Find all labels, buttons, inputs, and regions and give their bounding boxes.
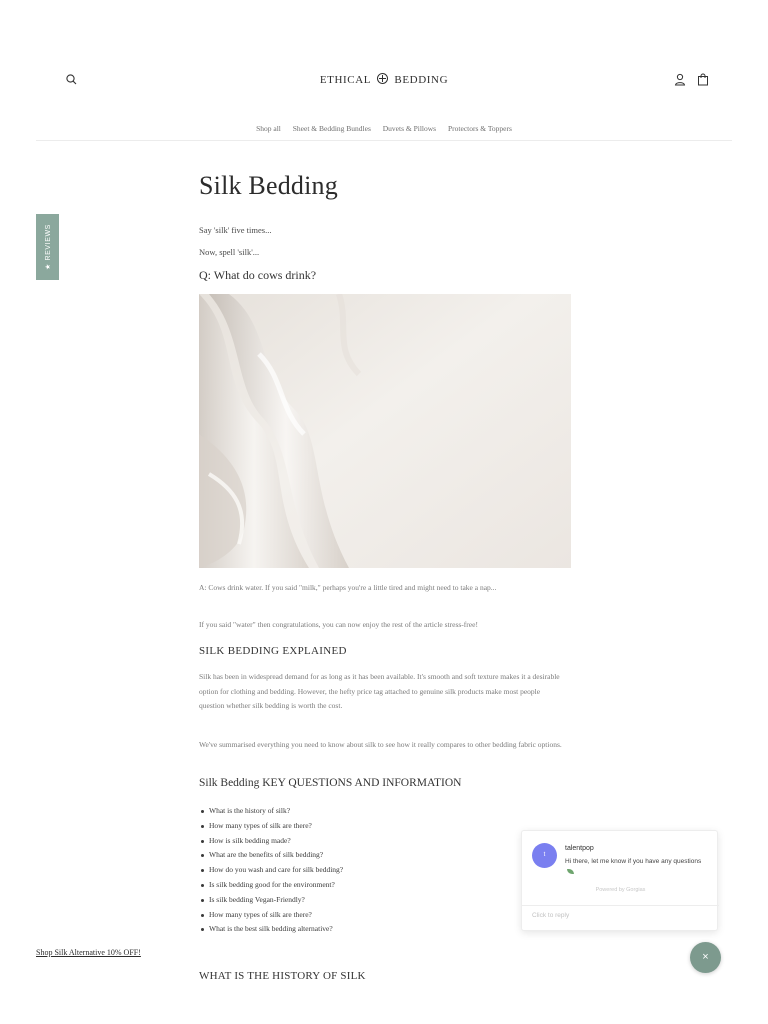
explained-heading: SILK BEDDING EXPLAINED [199,645,347,657]
reviews-tab-label: ★ REVIEWS [44,224,52,270]
question-link[interactable]: What is the best silk bedding alternative? [209,924,333,934]
nav-item-protectors-toppers[interactable]: Protectors & Toppers [447,124,512,133]
list-item [199,922,343,937]
list-item [199,878,343,893]
site-logo[interactable] [0,73,768,86]
nav-item-duvets-pillows[interactable]: Duvets & Pillows [382,124,437,133]
list-item [199,804,343,819]
question-link[interactable]: Is silk bedding good for the environment? [209,879,335,889]
question-link[interactable]: Is silk bedding Vegan-Friendly? [209,894,305,904]
question-link[interactable]: How many types of silk are there? [209,820,312,830]
question-link[interactable]: How many types of silk are there? [209,909,312,919]
chat-message-text: Hi there, let me know if you have any questions [565,858,702,865]
logo-text-left: ETHICAL [319,74,371,86]
explained-paragraph: Silk has been in widespread demand for as long as it has been available. It's smooth and soft texture makes it a desirable option for clothing and bedding. However, the hefty price tag attached to genuine silk products make most people question whether silk bedding is worth the cost. [199,672,560,710]
chat-message [565,857,710,878]
key-questions-list [199,804,343,937]
water-paragraph: If you said "water" then congratulations, you can now enjoy the rest of the article stress-free! [199,620,478,629]
question-link[interactable]: What are the benefits of silk bedding? [209,850,324,860]
key-questions-heading: Silk Bedding KEY QUESTIONS AND INFORMATION [199,777,462,789]
question-heading: Q: What do cows drink? [199,268,317,282]
chat-popup[interactable] [521,830,718,931]
leaf-icon [567,869,574,874]
history-heading: WHAT IS THE HISTORY OF SILK [199,970,366,982]
chat-reply-input[interactable]: Click to reply [532,912,570,919]
nav-item-shop-all[interactable]: Shop all [256,124,281,133]
cart-icon[interactable] [696,72,710,87]
promo-link[interactable]: Shop Silk Alternative 10% OFF! [36,948,141,957]
header-divider [36,140,732,141]
chat-agent-name: talentpop [565,845,594,852]
list-item [199,819,343,834]
site-header [0,0,768,142]
account-icon[interactable] [673,72,687,87]
logo-mark-icon [377,73,388,84]
chat-powered-by: Powered by Gorgias [595,887,646,893]
chat-divider [522,905,719,906]
list-item [199,834,343,849]
list-item [199,893,343,908]
question-link[interactable]: How do you wash and care for silk bedding? [209,865,344,875]
chat-close-button[interactable]: × [690,942,721,973]
list-item [199,863,343,878]
logo-text-right: BEDDING [394,74,449,86]
reviews-tab[interactable] [36,214,59,280]
summary-paragraph: We've summarised everything you need to know about silk to see how it really compares to other bedding fabric options. [199,740,562,749]
nav-item-sheet-bundles[interactable]: Sheet & Bedding Bundles [292,124,371,133]
intro-line-1: Say 'silk' five times... [199,225,272,235]
list-item [199,908,343,923]
chat-avatar: t [532,843,557,868]
silk-fabric-image [199,294,571,568]
question-link[interactable]: How is silk bedding made? [209,835,291,845]
list-item [199,848,343,863]
main-nav [0,124,768,133]
question-link[interactable]: What is the history of silk? [209,806,291,815]
answer-paragraph: A: Cows drink water. If you said "milk," perhaps you're a little tired and might need to take a nap... [199,583,497,592]
page-title: Silk Bedding [199,171,338,200]
intro-line-2: Now, spell 'silk'... [199,247,260,257]
